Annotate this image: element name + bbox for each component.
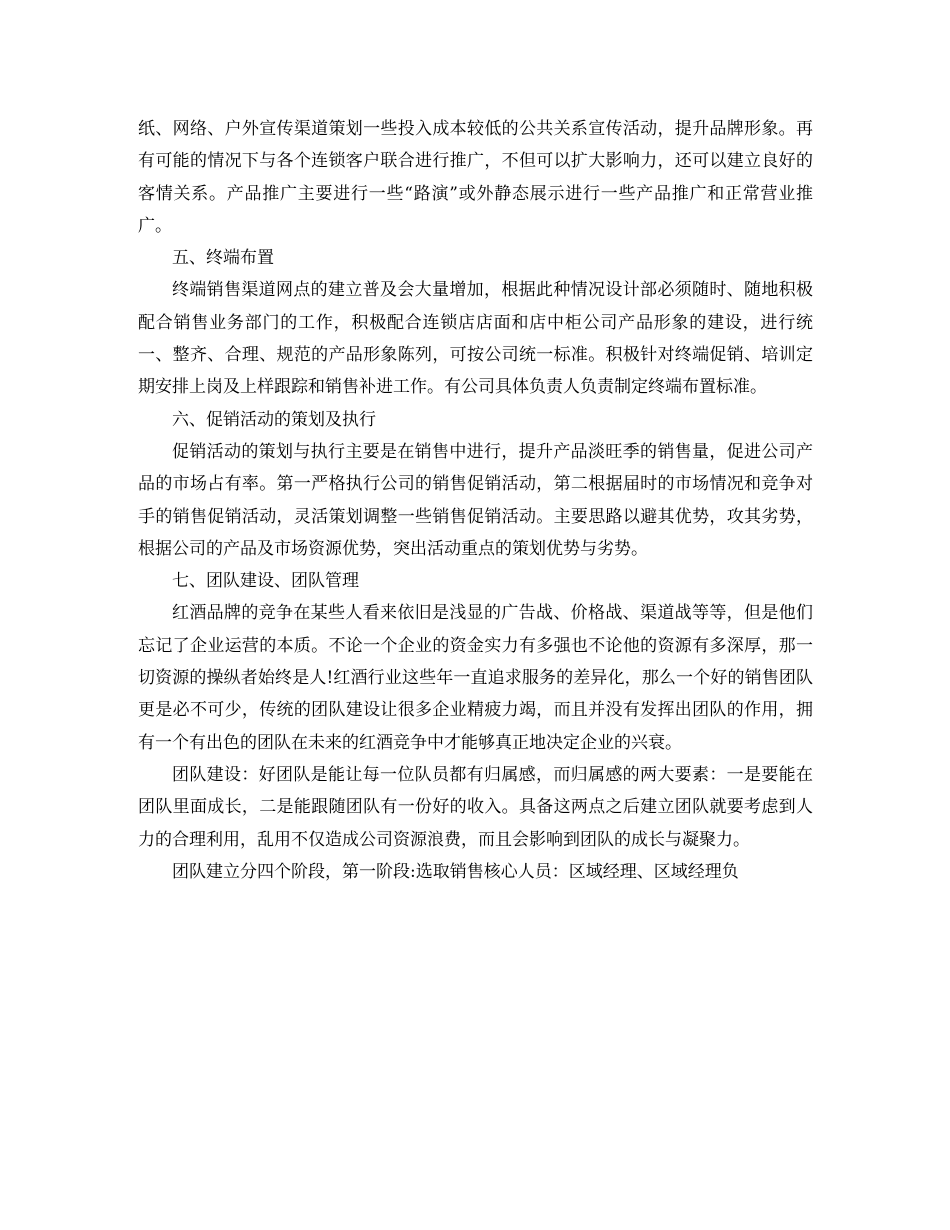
section-heading-promotion-planning: 六、促销活动的策划及执行	[172, 409, 376, 430]
section-heading-terminal-layout: 五、终端布置	[172, 248, 274, 269]
paragraph-team-stages: 团队建立分四个阶段，第一阶段:选取销售核心人员：区域经理、区域经理负	[172, 861, 739, 882]
paragraph-team-competition: 红酒品牌的竞争在某些人看来依旧是浅显的广告战、价格战、渠道战等等，但是他们忘记了企业运营的本质。不论一个企业的资金实力有多强也不论他的资源有多深厚，那一切资源的操纵者始终是人!红酒行业这些年一直追求服务的差异化，那么一个好的销售团队更是必不可少，传统的团队建设让很多企业精疲力竭，而且并没有发挥出团队的作用，拥有一个有出色的团队在未来的红酒竞争中才能够真正地决定企业的兴衰。	[138, 603, 813, 753]
paragraph-team-construction: 团队建设：好团队是能让每一位队员都有归属感，而归属感的两大要素：一是要能在团队里面成长，二是能跟随团队有一份好的收入。具备这两点之后建立团队就要考虑到人力的合理利用，乱用不仅造成公司资源浪费，而且会影响到团队的成长与凝聚力。	[138, 764, 813, 850]
paragraph-terminal-layout: 终端销售渠道网点的建立普及会大量增加，根据此种情况设计部必须随时、随地积极配合销售业务部门的工作，积极配合连锁店店面和店中柜公司产品形象的建设，进行统一、整齐、合理、规范的产品形象陈列，可按公司统一标准。积极针对终端促销、培训定期安排上岗及上样跟踪和销售补进工作。有公司具体负责人负责制定终端布置标准。	[138, 280, 813, 398]
document-body	[138, 113, 813, 888]
paragraph-promotion-planning: 促销活动的策划与执行主要是在销售中进行，提升产品淡旺季的销售量，促进公司产品的市场占有率。第一严格执行公司的销售促销活动，第二根据届时的市场情况和竞争对手的销售促销活动，灵活策划调整一些销售促销活动。主要思路以避其优势，攻其劣势，根据公司的产品及市场资源优势，突出活动重点的策划优势与劣势。	[138, 441, 813, 559]
section-heading-team-building: 七、团队建设、团队管理	[172, 571, 359, 592]
paragraph-promotion-continued: 纸、网络、户外宣传渠道策划一些投入成本较低的公共关系宣传活动，提升品牌形象。再有可能的情况下与各个连锁客户联合进行推广，不但可以扩大影响力，还可以建立良好的客情关系。产品推广主要进行一些“路演”或外静态展示进行一些产品推广和正常营业推广。	[138, 119, 813, 236]
